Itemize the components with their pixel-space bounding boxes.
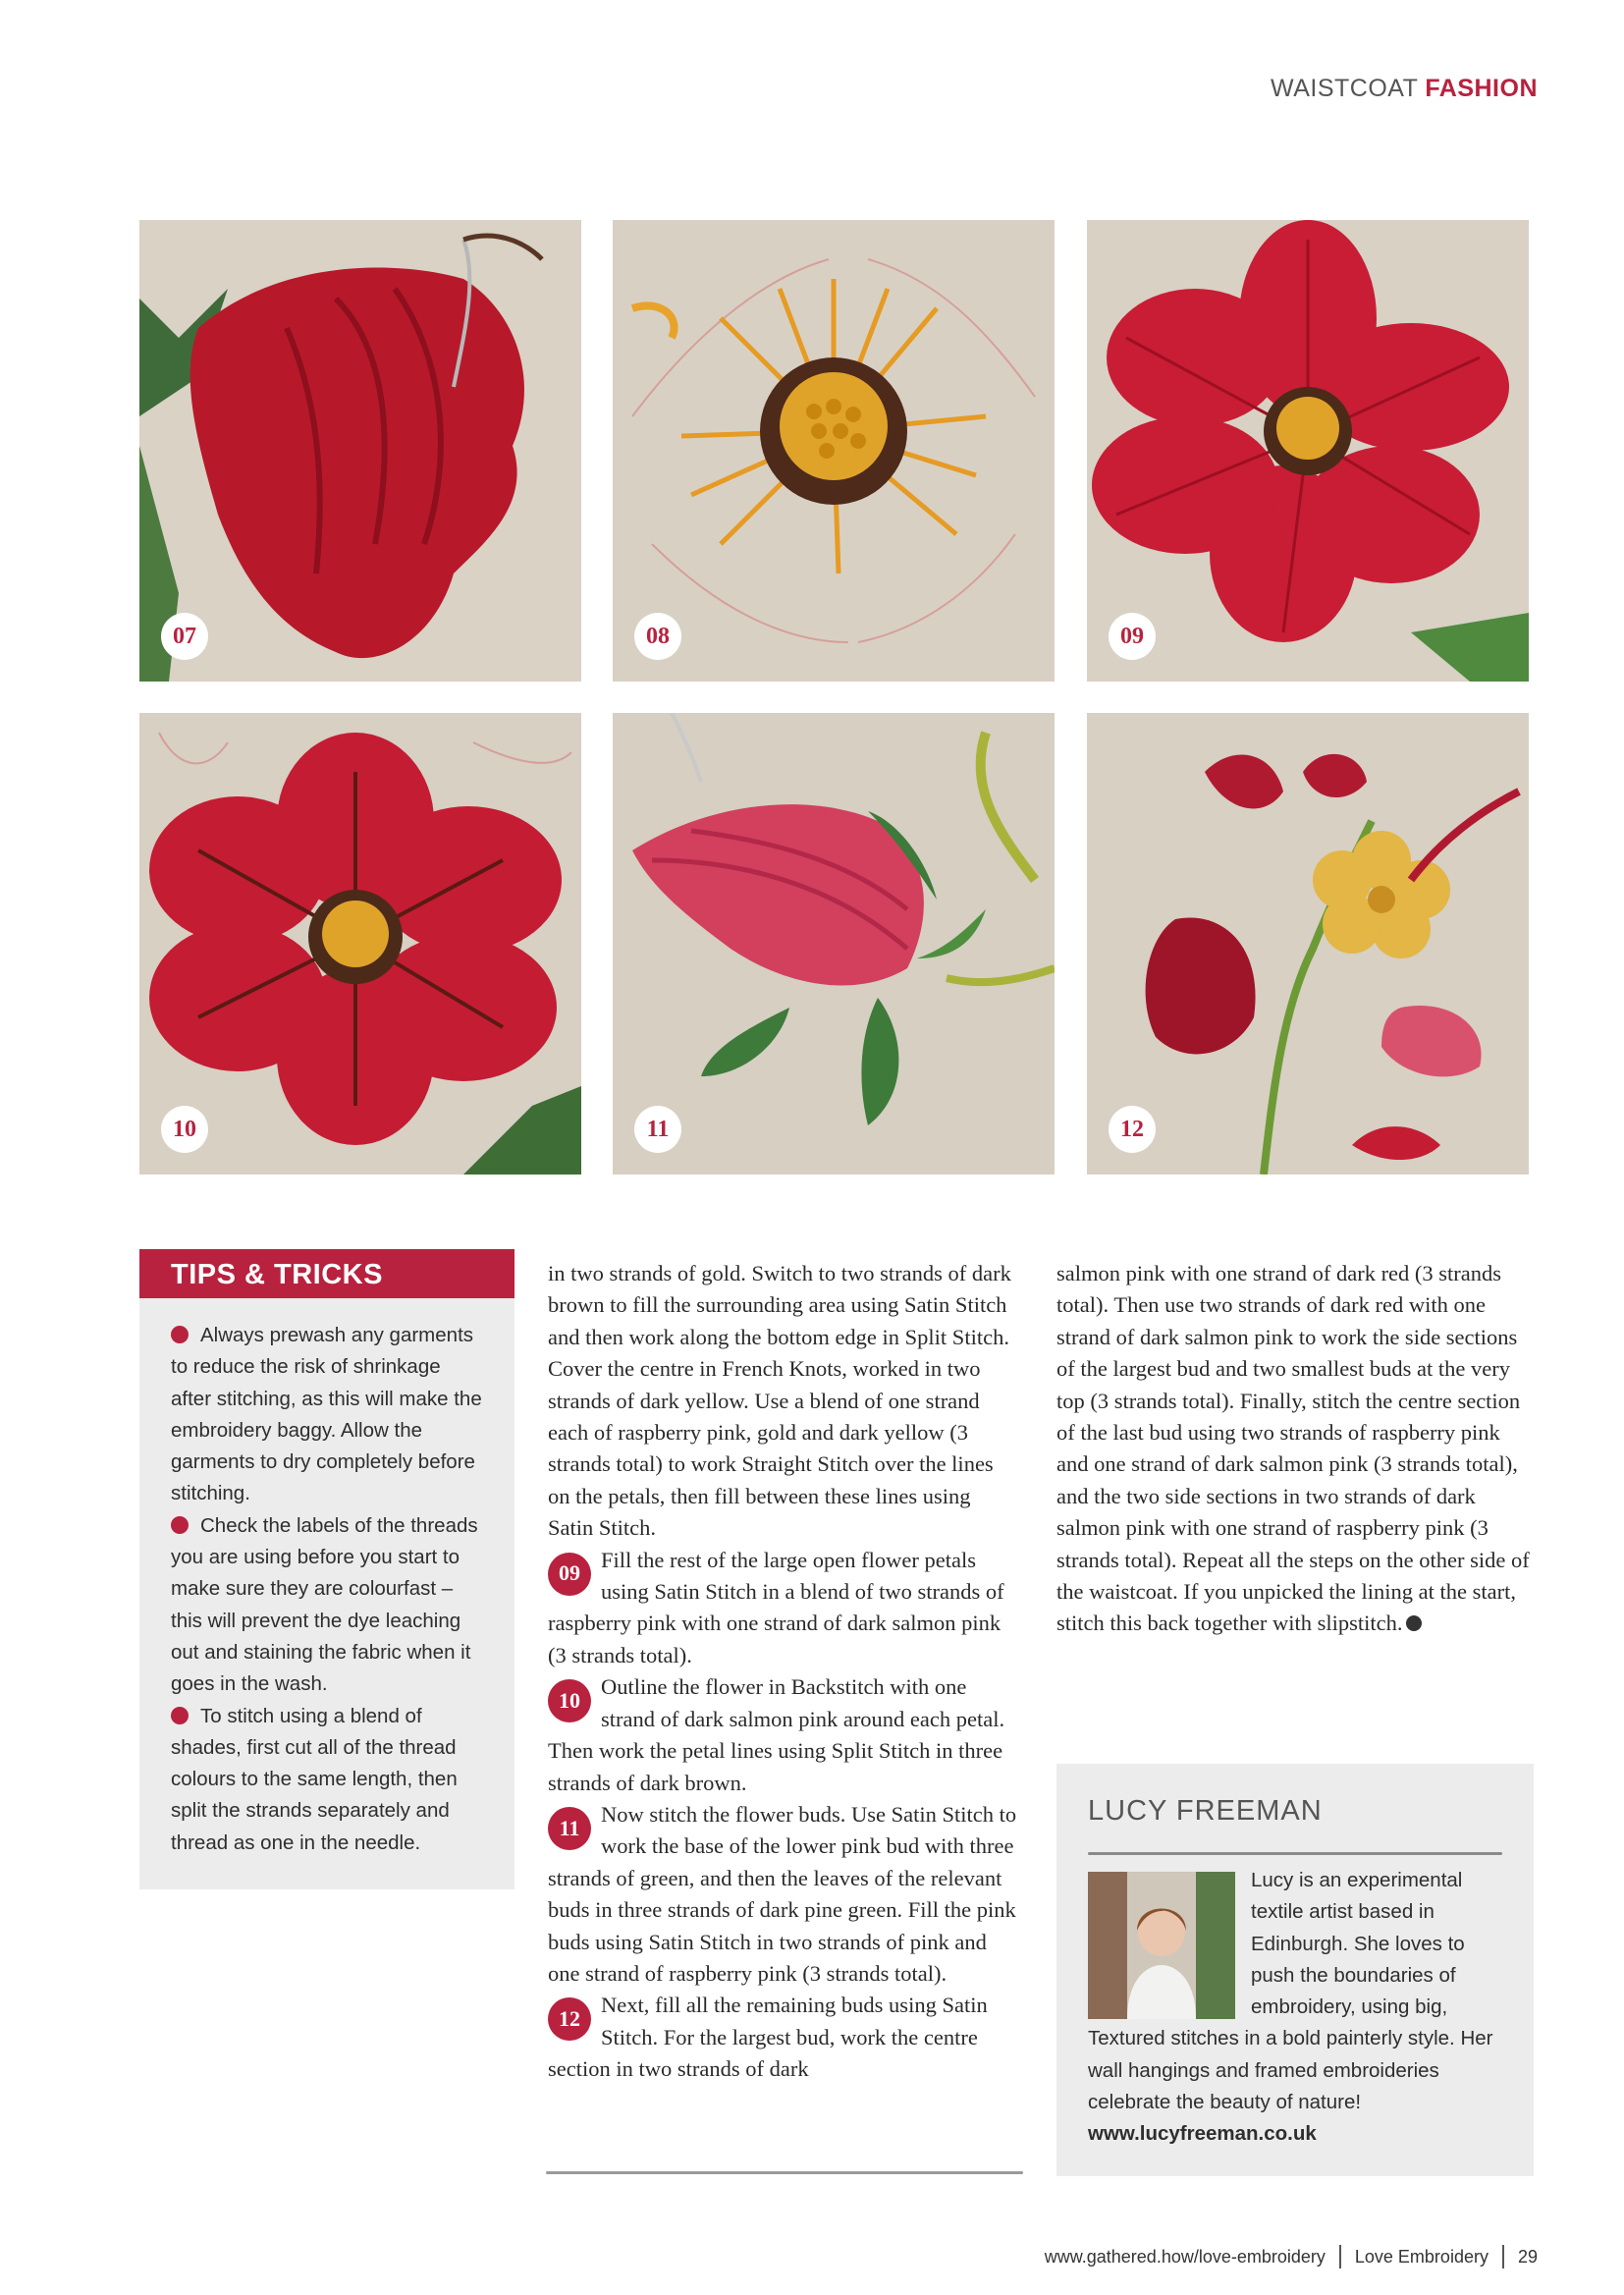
author-divider <box>1088 1852 1502 1855</box>
tip-item: Always prewash any garments to reduce the risk of shrinkage after stitching, as this will make the embroidery baggy. Allow the garments to dry completely before stitching. <box>171 1324 482 1505</box>
step-photo-11 <box>613 713 1055 1175</box>
instruction-step: 09 Fill the rest of the large open flower petals using Satin Stitch in a blend of two strands of raspberry pink with one strand of dark salmon pink (3 strands total). <box>548 1547 1004 1667</box>
running-head <box>1271 75 1538 103</box>
footer-magazine-name: Love Embroidery <box>1354 2246 1489 2267</box>
step-photo-08 <box>613 220 1055 682</box>
step-number-badge: 12 <box>548 1997 591 2041</box>
step-badge: 07 <box>161 613 208 660</box>
page-footer <box>1045 2245 1538 2268</box>
section-label: WAISTCOAT <box>1271 75 1418 102</box>
footer-separator <box>1502 2245 1504 2268</box>
tips-list <box>139 1298 514 1859</box>
author-name: LUCY FREEMAN <box>1088 1795 1323 1827</box>
photo-spacer <box>1088 1865 1251 2018</box>
tips-title: TIPS & TRICKS <box>139 1249 514 1298</box>
tip-item: To stitch using a blend of shades, first cut all of the thread colours to the same length, then split the strands separately and thread as one in the needle. <box>171 1704 458 1854</box>
instructions-column-1 <box>548 1258 1017 2086</box>
gold-flower-centre-embroidery-icon <box>613 220 1055 682</box>
step-number-badge: 11 <box>548 1807 591 1850</box>
step-badge: 12 <box>1109 1106 1156 1153</box>
instructions-column-2 <box>1056 1258 1534 1640</box>
end-of-article-icon <box>1406 1615 1422 1631</box>
buds-and-yellow-flower-embroidery-icon <box>1087 713 1529 1175</box>
instruction-step: 10 Outline the flower in Backstitch with one strand of dark salmon pink around each petal. Then work the petal lines using Split Stitch in three strands of dark brown. <box>548 1674 1005 1795</box>
author-box <box>1056 1764 1534 2176</box>
step-photo-12 <box>1087 713 1529 1175</box>
step-photo-07 <box>139 220 581 682</box>
author-bio: Lucy is an experimental textile artist based in Edinburgh. She loves to push the boundaries of embroidery, using big, Textured stitches in a bold painterly style. Her wall hangings and framed embroideries celebrate the beauty of nature! www.lucyfreeman.co.uk <box>1088 1865 1510 2151</box>
instructions-intro: in two strands of gold. Switch to two strands of dark brown to fill the surrounding area using Satin Stitch and then work along the bottom edge in Split Stitch. Cover the centre in French Knots, worked in two strands of dark yellow. Use a blend of one strand each of raspberry pink, gold and dark yellow (3 strands total) to work Straight Stitch over the lines on the petals, then fill between these lines using Satin Stitch. <box>548 1261 1011 1541</box>
red-bell-flower-embroidery-icon <box>139 220 581 682</box>
footer-separator <box>1339 2245 1341 2268</box>
tip-bullet-icon <box>171 1516 189 1534</box>
step-badge: 09 <box>1109 613 1156 660</box>
category-label: FASHION <box>1425 75 1538 102</box>
completed-red-flower-embroidery-icon <box>139 713 581 1175</box>
author-website-link[interactable]: www.lucyfreeman.co.uk <box>1088 2122 1317 2146</box>
step-badge: 11 <box>634 1106 681 1153</box>
instructions-continuation: salmon pink with one strand of dark red (3 strands total). Then use two strands of dark red with one strand of dark salmon pink to work the side sections of the largest bud and two smallest buds at the very top (3 strands total). Finally, stitch the centre section of the last bud using two strands of raspberry pink and one strand of dark salmon pink (3 strands total), and the two side sections in two strands of dark salmon pink with one strand of raspberry pink (3 strands total). Repeat all the steps on the other side of the waistcoat. If you unpicked the lining at the start, stitch this back together with slipstitch. <box>1056 1261 1530 1636</box>
page-number: 29 <box>1517 2246 1538 2267</box>
tips-and-tricks-box <box>139 1249 514 1889</box>
step-number-badge: 10 <box>548 1679 591 1722</box>
step-number-badge: 09 <box>548 1553 591 1596</box>
tip-bullet-icon <box>171 1707 189 1724</box>
red-open-flower-embroidery-icon <box>1087 220 1529 682</box>
step-photo-10 <box>139 713 581 1175</box>
instruction-step: 11 Now stitch the flower buds. Use Satin Stitch to work the base of the lower pink bud with three strands of green, and then the leaves of the relevant buds in three strands of dark pine green. Fill the pink buds using Satin Stitch in two strands of pink and one strand of raspberry pink (3 strands total). <box>548 1801 1017 1986</box>
pink-bud-embroidery-icon <box>613 713 1055 1175</box>
tip-item: Check the labels of the threads you are using before you start to make sure they are colourfast – this will prevent the dye leaching out and staining the fabric when it goes in the wash. <box>171 1513 478 1696</box>
step-badge: 08 <box>634 613 681 660</box>
step-photo-09 <box>1087 220 1529 682</box>
column-divider <box>546 2171 1023 2174</box>
tip-bullet-icon <box>171 1326 189 1343</box>
step-badge: 10 <box>161 1106 208 1153</box>
footer-website-link[interactable]: www.gathered.how/love-embroidery <box>1044 2246 1326 2267</box>
instruction-step: 12 Next, fill all the remaining buds using Satin Stitch. For the largest bud, work the centre section in two strands of dark <box>548 1993 988 2082</box>
